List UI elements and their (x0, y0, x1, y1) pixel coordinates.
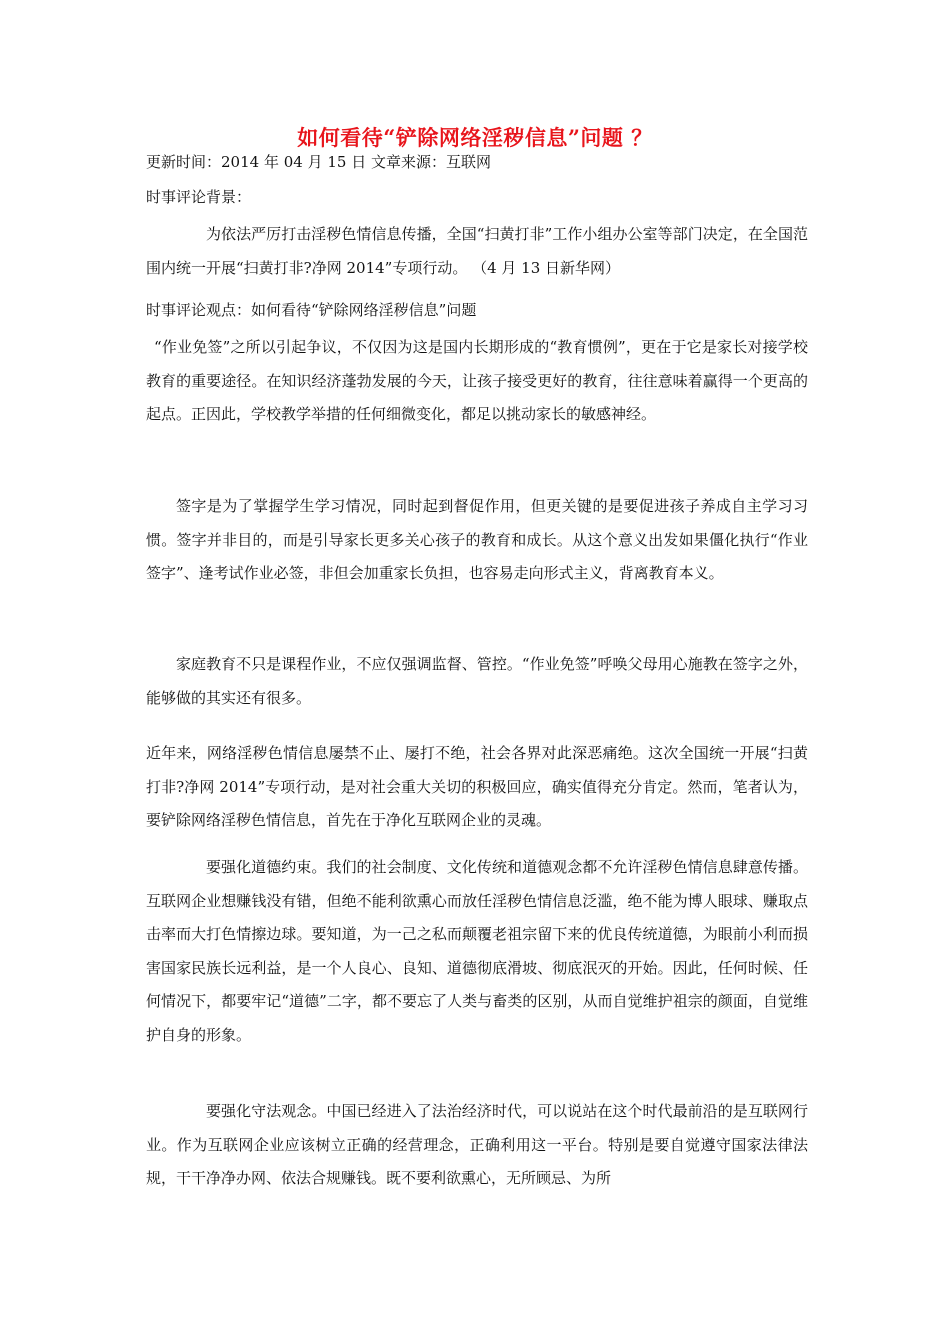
body-paragraph: “作业免签”之所以引起争议，不仅因为这是国内长期形成的“教育惯例”，更在于它是家长对接学校教育的重要途径。在知识经济蓬勃发展的今天，让孩子接受更好的教育，往往意味着赢得一个更高的起点。正因此，学校教学举措的任何细微变化，都足以挑动家长的敏感神经。 (146, 338, 808, 423)
background-label: 时事评论背景： (146, 188, 252, 206)
body-paragraph: 签字是为了掌握学生学习情况，同时起到督促作用，但更关键的是要促进孩子养成自主学习习惯。签字并非目的，而是引导家长更多关心孩子的教育和成长。从这个意义出发如果僵化执行“作业签字”、逢考试作业必签，非但会加重家长负担，也容易走向形式主义，背离教育本义。 (146, 497, 808, 582)
background-text: 为依法严厉打击淫秽色情信息传播，全国“扫黄打非”工作小组办公室等部门决定，在全国范围内统一开展“扫黄打非?净网 2014”专项行动。 （4 月 13 日新华网） (146, 225, 808, 277)
body-paragraph: 家庭教育不只是课程作业，不应仅强调监督、管控。“作业免签”呼唤父母用心施教在签字之外，能够做的其实还有很多。 (146, 655, 808, 707)
article-title: 如何看待“铲除网络淫秽信息”问题 ？ (297, 125, 653, 150)
update-info: 更新时间：2014 年 04 月 15 日 文章来源：互联网 (146, 153, 491, 171)
viewpoint-label: 时事评论观点：如何看待“铲除网络淫秽信息”问题 (146, 301, 477, 319)
body-paragraph: 要强化道德约束。我们的社会制度、文化传统和道德观念都不允许淫秽色情信息肆意传播。互联网企业想赚钱没有错，但绝不能利欲熏心而放任淫秽色情信息泛滥，绝不能为博人眼球、赚取点击率而大打色情擦边球。要知道，为一己之私而颠覆老祖宗留下来的优良传统道德，为眼前小利而损害国家民族长远利益，是一个人良心、良知、道德彻底滑坡、彻底泯灭的开始。因此，任何时候、任何情况下，都要牢记“道德”二字，都不要忘了人类与畜类的区别，从而自觉维护祖宗的颜面，自觉维护自身的形象。 (146, 858, 808, 1044)
body-paragraph: 近年来，网络淫秽色情信息屡禁不止、屡打不绝，社会各界对此深恶痛绝。这次全国统一开展“扫黄打非?净网 2014”专项行动，是对社会重大关切的积极回应，确实值得充分肯定。然而，笔者认为，要铲除网络淫秽色情信息，首先在于净化互联网企业的灵魂。 (146, 744, 808, 829)
body-paragraph: 要强化守法观念。中国已经进入了法治经济时代，可以说站在这个时代最前沿的是互联网行业。作为互联网企业应该树立正确的经营理念，正确利用这一平台。特别是要自觉遵守国家法律法规，干干净净办网、依法合规赚钱。既不要利欲熏心，无所顾忌、为所 (146, 1102, 808, 1187)
